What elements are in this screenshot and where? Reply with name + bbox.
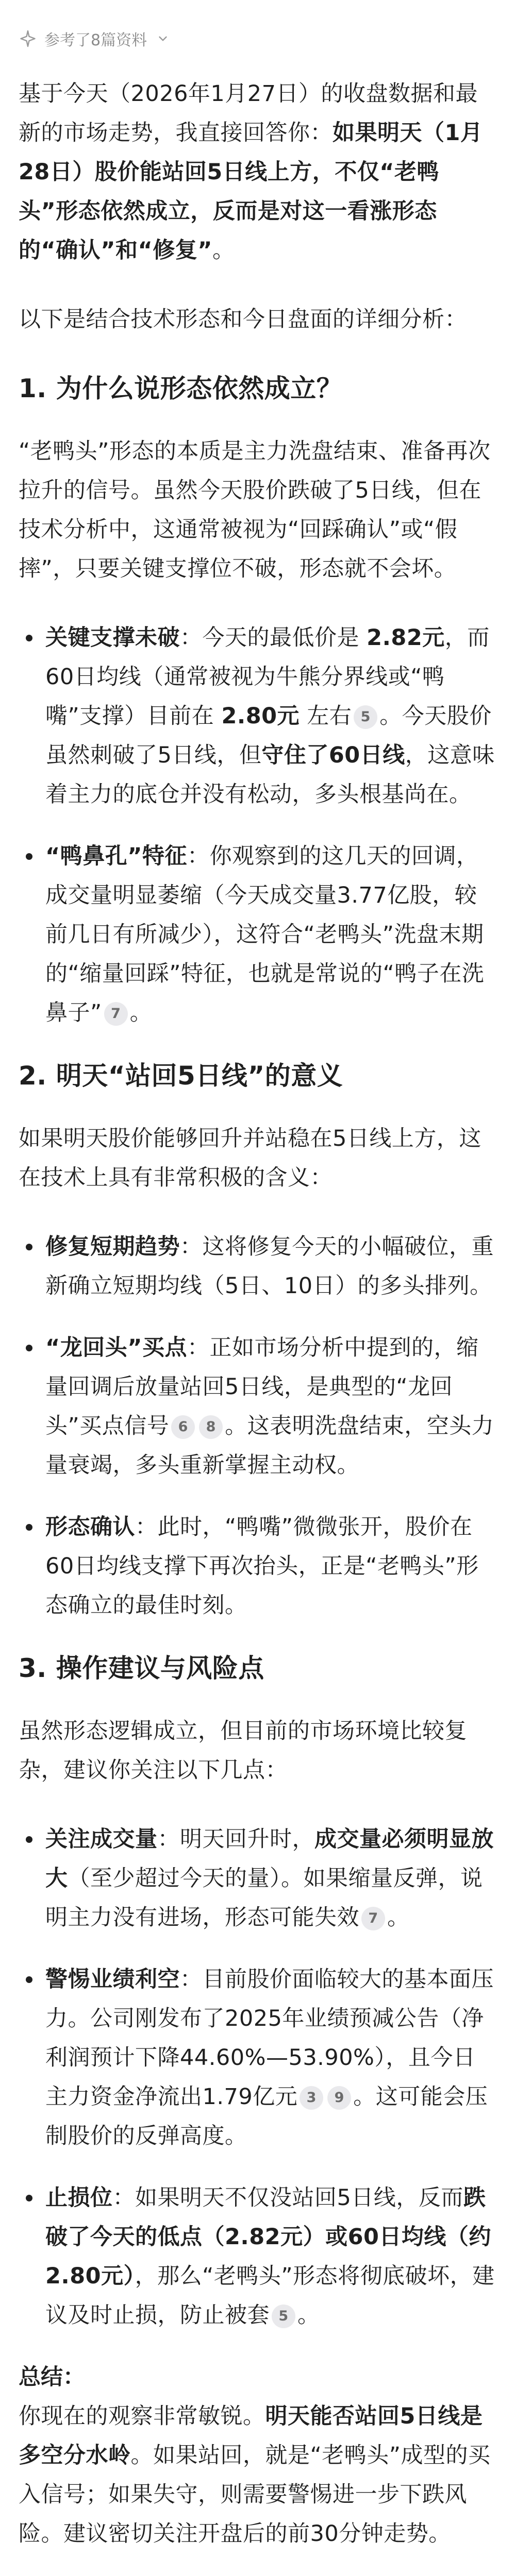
section-2-paragraph: 如果明天股价能够回升并站稳在5日线上方，这在技术上具有非常积极的含义： [19,1126,481,1191]
item-title: “鸭鼻孔”特征 [45,843,188,869]
intro-bold: 如果明天（1月28日）股价能站回5日线上方，不仅“老鸭头”形态依然成立，反而是对这一看涨形态的“确认”和“修复” [19,120,483,263]
item-text: 。 [129,1000,153,1026]
item-text: 。 [297,2302,320,2328]
summary-paragraph [19,2397,496,2553]
summary-text: 。如果站回，就是“老鸭头”成型的买入信号；如果失守，则需要警惕进一步下跌风险。建议密切关注开盘后的前30分钟走势。 [19,2443,491,2547]
item-title: 关键支撑未破 [45,625,180,651]
item-bold: 2.80元 [221,703,300,729]
summary-text: 你现在的观察非常敏锐。 [19,2403,265,2429]
item-title: 修复短期趋势 [45,1234,180,1260]
item-text: 。这可能会压制股价的反弹高度。 [45,2084,488,2149]
section-2 [19,1055,496,1625]
section-1 [19,368,496,1032]
section-1-paragraph: “老鸭头”形态的本质是主力洗盘结束、准备再次拉升的信号。虽然今天股价跌破了5日线，但在技术分析中，这通常被视为“回踩确认”或“假摔”，只要关键支撑位不破，形态就不会坏。 [19,438,491,582]
item-text: 。今天股价虽然刺破了5日线，但 [45,703,492,768]
intro-end: 。 [212,238,235,263]
item-title: 警惕业绩利空 [45,1967,180,1992]
list-item [19,1820,496,1937]
lead-paragraph: 以下是结合技术形态和今日盘面的详细分析： [19,307,467,332]
section-1-list [19,618,496,1032]
summary [19,2358,496,2553]
item-text: ，这意味着主力的底仓并没有松动，多头根基尚在。 [45,742,495,807]
citation-badge[interactable]: 3 [300,2086,323,2110]
sparkle-icon [19,29,37,48]
item-text: ：正如市场分析中提到的，缩量回调后放量站回5日线，是典型的“龙回头”买点信号 [45,1335,479,1439]
citation-badge[interactable]: 7 [104,1002,128,1026]
list-item [19,1227,496,1306]
item-text: 。这表明洗盘结束，空头力量衰竭，多头重新掌握主动权。 [45,1413,494,1478]
citation-badge[interactable]: 5 [272,2304,295,2328]
item-title: “龙回头”买点 [45,1335,188,1361]
section-2-list [19,1227,496,1625]
item-text: ：明天回升时， [157,1826,314,1852]
citation-badge[interactable]: 5 [354,705,377,729]
item-title: 关注成交量 [45,1826,158,1852]
list-item [19,618,496,814]
list-item [19,1507,496,1625]
item-title: 止损位 [45,2185,113,2211]
list-item [19,1328,496,1485]
citation-badge[interactable]: 9 [327,2086,351,2110]
item-bold: 2.82元 [367,625,445,651]
summary-label: 总结： [19,2364,85,2390]
intro-text: 基于今天（2026年1月27日）的收盘数据和最新的市场走势，我直接回答你： [19,81,478,146]
intro-paragraph [19,74,496,270]
section-1-title: 1. 为什么说形态依然成立？ [19,374,343,403]
section-3 [19,1648,496,2335]
summary-bold: 明天能否站回5日线是多空分水岭 [19,2403,483,2468]
section-3-title: 3. 操作建议与风险点 [19,1653,264,1683]
item-text: ：如果明天不仅没站回5日线，反而 [112,2185,463,2211]
citation-badge[interactable]: 8 [199,1415,223,1439]
item-text: ：此时，“鸭嘴”微微张开，股价在60日均线支撑下再次抬头，正是“老鸭头”形态确立的最佳时刻。 [45,1514,479,1618]
section-2-title: 2. 明天“站回5日线”的意义 [19,1061,343,1091]
citation-badge[interactable]: 6 [171,1415,195,1439]
item-bold: 成交量必须明显放大 [45,1826,494,1891]
section-3-paragraph: 虽然形态逻辑成立，但目前的市场环境比较复杂，建议你关注以下几点： [19,1718,467,1783]
item-text: ：你观察到的这几天的回调，成交量明显萎缩（今天成交量3.77亿股，较前几日有所减少），这符合“老鸭头”洗盘末期的“缩量回踩”特征，也就是常说的“鸭子在洗鼻子” [45,843,485,1026]
item-text: ：目前股价面临较大的基本面压力。公司刚发布了2025年业绩预减公告（净利润预计下降44.60%—53.90%），且今日主力资金净流出1.79亿元 [45,1967,494,2110]
item-title: 形态确认 [45,1514,135,1540]
references-header [19,21,496,57]
references-label: 参考了8篇资料 [44,31,147,49]
section-3-list [19,1820,496,2335]
citation-badge[interactable]: 7 [361,1907,385,1930]
list-item [19,1960,496,2156]
item-text: 左右 [300,703,352,729]
item-bold: 跌破了今天的低点（2.82元）或60日均线（约2.80元） [45,2185,491,2289]
list-item [19,2178,496,2335]
item-text: （至少超过今天的量）。如果缩量反弹，说明主力没有进场，形态可能失效 [45,1866,483,1930]
list-item [19,837,496,1032]
item-text: 。 [387,1905,410,1930]
chevron-down-icon [156,32,170,45]
item-bold: 守住了60日线 [261,742,405,768]
item-text: ：今天的最低价是 [180,625,367,651]
item-text: ：这将修复今天的小幅破位，重新确立短期均线（5日、10日）的多头排列。 [45,1234,494,1299]
item-text: ，那么“老鸭头”形态将彻底破坏，建议及时止损，防止被套 [45,2263,495,2328]
item-text: ，而60日均线（通常被视为牛熊分界线或“鸭嘴”支撑）目前在 [45,625,490,729]
references-toggle[interactable] [19,27,170,50]
